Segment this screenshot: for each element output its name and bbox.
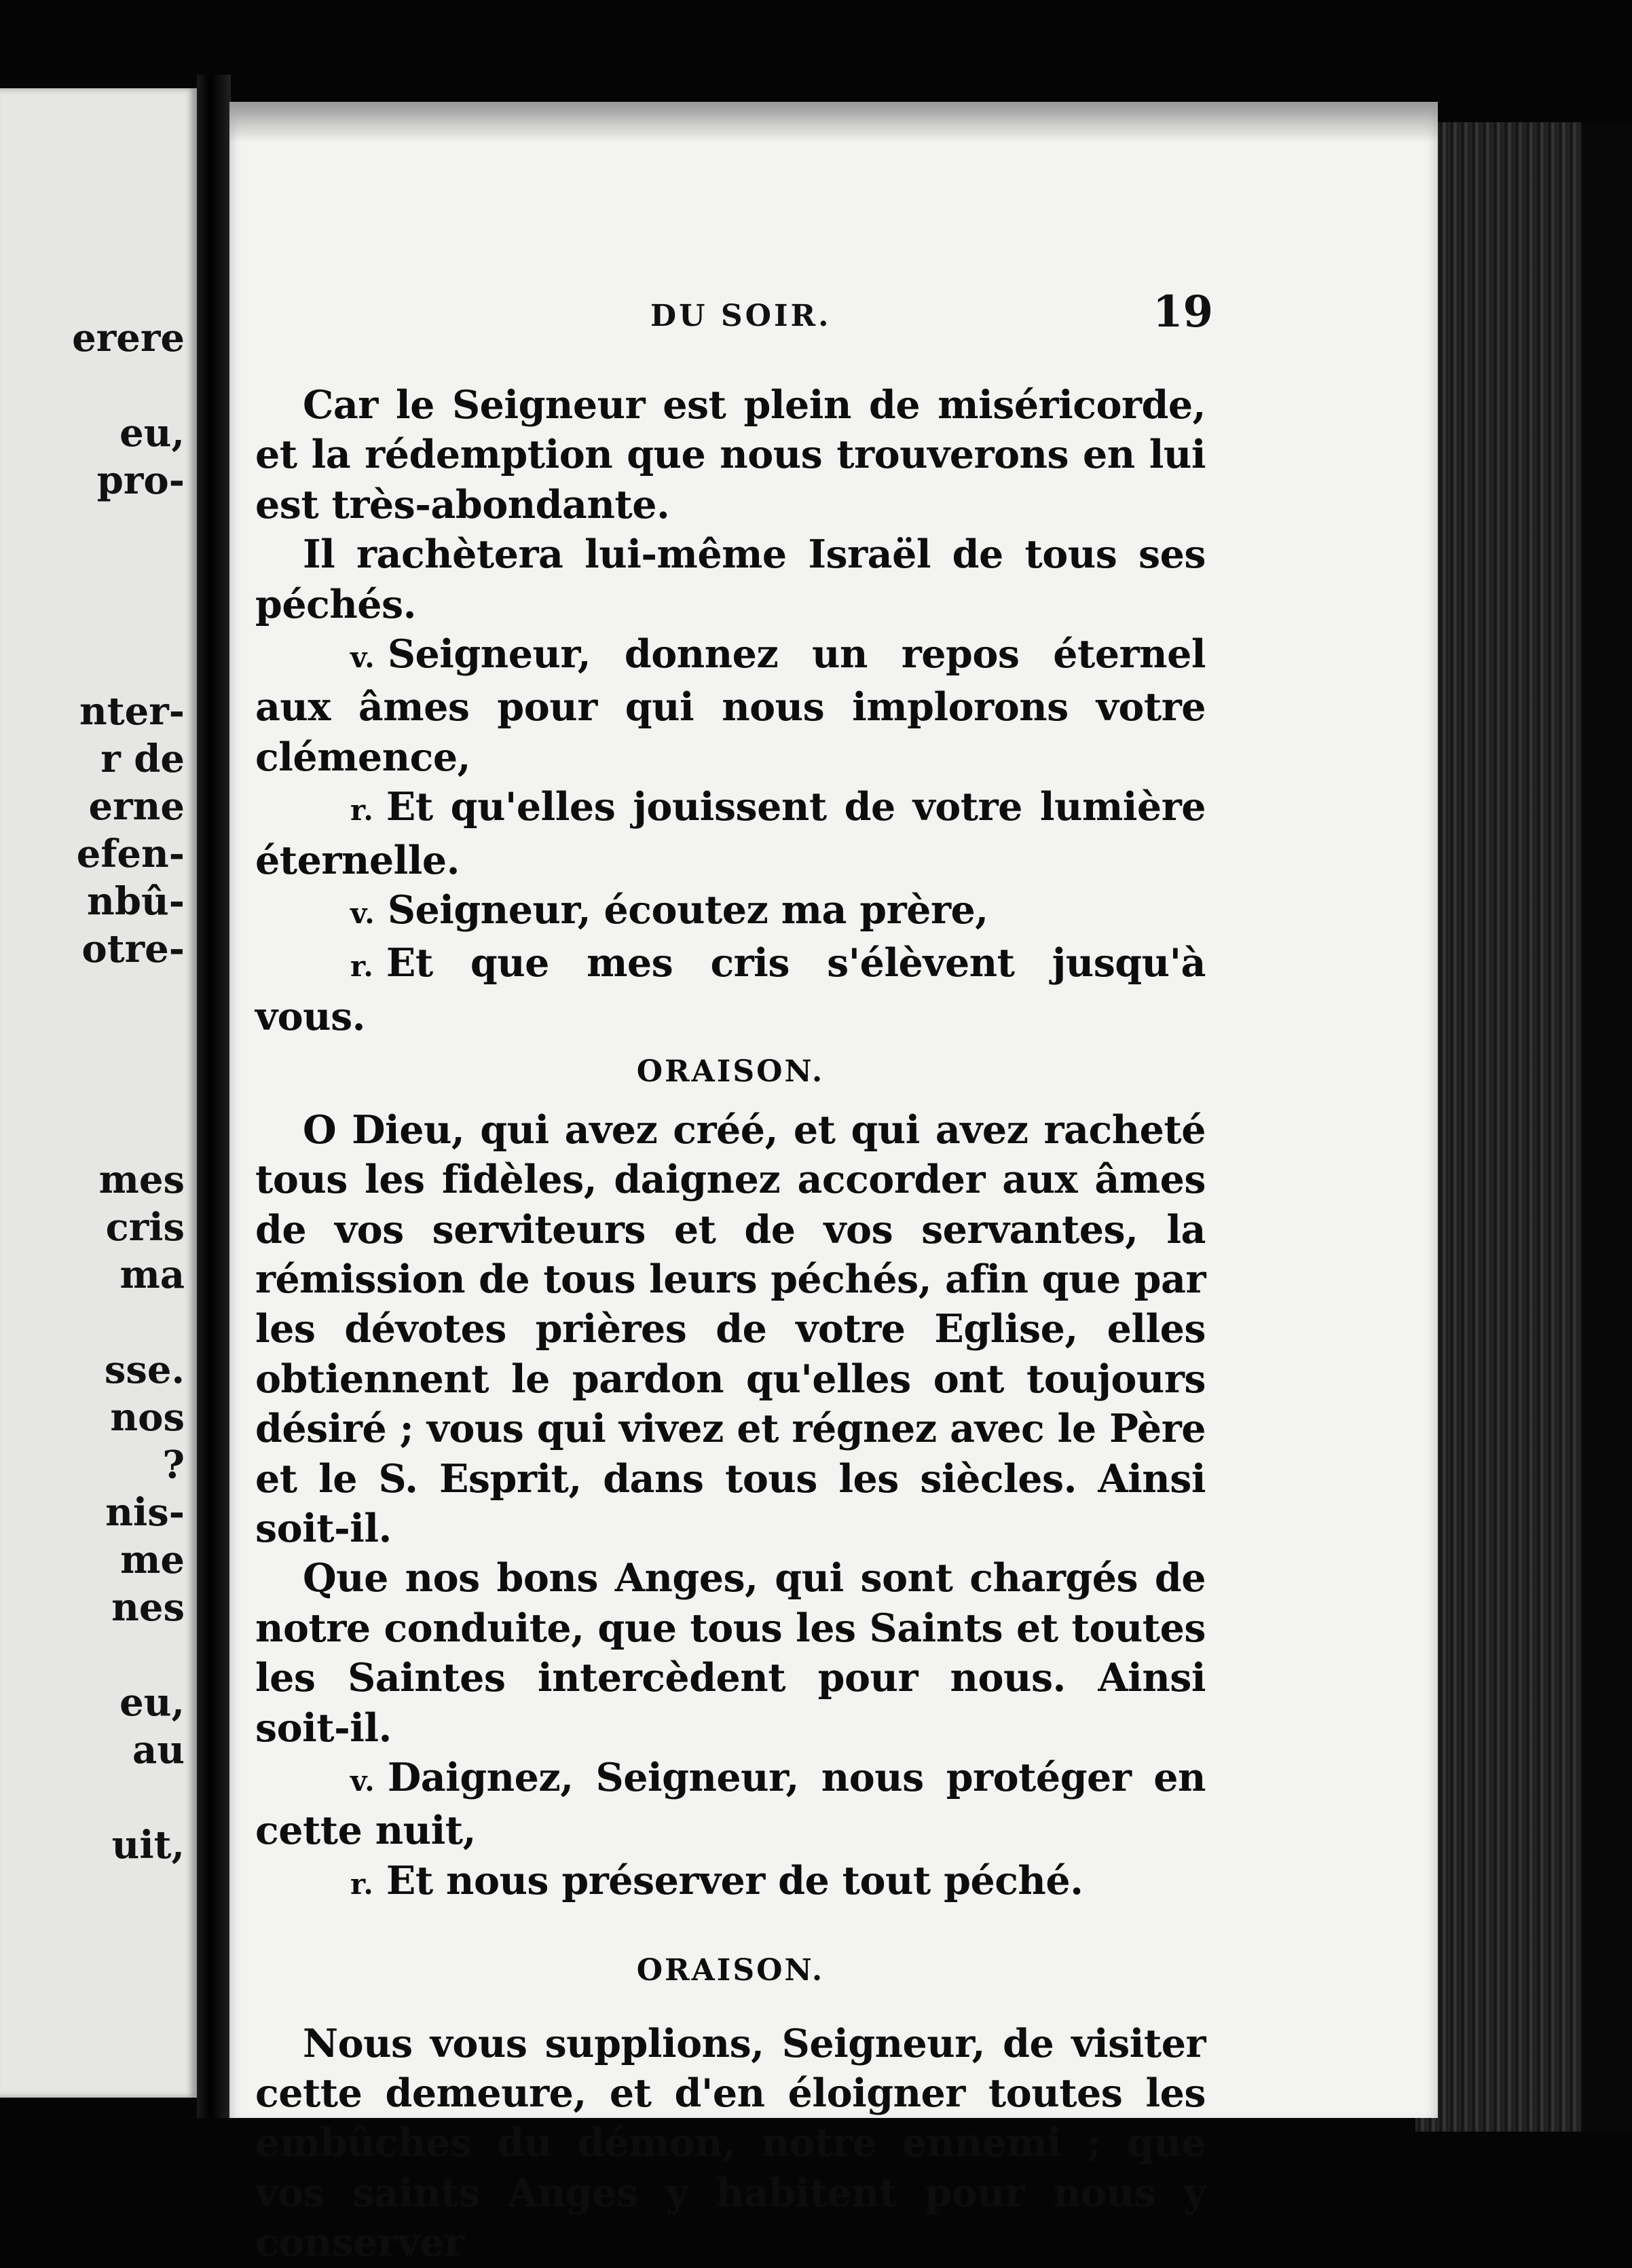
response-mark: r. (350, 1867, 374, 1901)
paragraph: Il rachètera lui-même Israël de tous ses péchés. (255, 532, 1206, 627)
running-head: DU SOIR. (650, 299, 832, 333)
left-fragment: erere (72, 316, 185, 360)
response (255, 938, 1206, 1041)
response-text: Et que mes cris s'élèvent jusqu'à vous. (255, 940, 1206, 1039)
page-number: 19 (1153, 286, 1214, 337)
versicle-text: Seigneur, écoutez ma prère, (387, 887, 988, 933)
left-page-edge (0, 88, 197, 2098)
book-shadow (1582, 122, 1632, 2132)
left-fragment: uit, (111, 1823, 185, 1867)
response (255, 782, 1206, 885)
response-text: Et qu'elles jouissent de votre lumière éternelle. (255, 784, 1206, 883)
versicle (255, 885, 1206, 938)
page-header (229, 286, 1438, 346)
section-heading: ORAISON. (636, 1953, 825, 1988)
page-body (255, 380, 1206, 2268)
left-fragment: nos (110, 1395, 185, 1440)
spacer (255, 1909, 1206, 1940)
left-fragment: nis- (105, 1490, 185, 1535)
versicle (255, 1753, 1206, 1856)
section-heading: ORAISON. (636, 1054, 825, 1090)
paragraph: Que nos bons Anges, qui sont chargés de notre conduite, que tous les Saints et toutes les Saintes intercèdent pour nous. Ainsi soit-il. (255, 1555, 1206, 1751)
versicle-mark: v. (350, 641, 375, 675)
left-fragment: nbû- (87, 879, 185, 924)
paragraph: Nous vous supplions, Seigneur, de visiter cette demeure, et d'en éloigner toutes les embûches du démon, notre ennemi ; que vos saints Anges y habitent pour nous y conserver (255, 2020, 1206, 2266)
response-mark: r. (350, 950, 374, 984)
left-fragment: eu, (119, 1680, 185, 1725)
book-page (229, 102, 1438, 2266)
page-stack-edge (1415, 122, 1585, 2132)
paragraph: O Dieu, qui avez créé, et qui avez racheté tous les fidèles, daignez accorder aux âmes de vos serviteurs et de vos servantes, la rémission de tous leurs péchés, afin que par les dévotes prières de votre Eglise, elles obtiennent le pardon qu'elles ont toujours désiré ; vous qui vivez et régnez avec le Père et le S. Esprit, dans tous les siècles. Ainsi soit-il. (255, 1107, 1206, 1551)
left-fragment: nter- (79, 689, 185, 734)
versicle-mark: v. (350, 897, 375, 931)
paragraph: Car le Seigneur est plein de miséricorde, et la rédemption que nous trouverons en lui est très-abondante. (255, 382, 1206, 527)
versicle-mark: v. (350, 1764, 375, 1798)
left-fragment: pro- (96, 458, 185, 503)
left-fragment: efen- (76, 832, 185, 876)
spacer (255, 2004, 1206, 2019)
left-fragment: erne (88, 784, 185, 829)
response (255, 1856, 1206, 1909)
left-fragment: mes (98, 1157, 185, 1202)
versicle (255, 629, 1206, 782)
versicle-text: Seigneur, donnez un repos éternel aux âmes pour qui nous implorons votre clémence, (255, 631, 1206, 780)
page-top-shadow (229, 102, 1438, 143)
response-mark: r. (350, 794, 374, 828)
left-fragment: ma (119, 1252, 185, 1297)
left-fragment: sse. (104, 1347, 185, 1392)
left-fragment: cris (105, 1205, 185, 1250)
response-text: Et nous préserver de tout péché. (386, 1857, 1083, 1903)
book-gutter (197, 75, 231, 2118)
left-fragment: r de (100, 737, 185, 781)
left-page-text (0, 88, 197, 2098)
versicle-text: Daignez, Seigneur, nous protéger en cette nuit, (255, 1754, 1206, 1854)
left-fragment: ? (162, 1443, 185, 1487)
left-fragment: nes (111, 1585, 185, 1630)
left-fragment: eu, (119, 411, 185, 456)
left-fragment: otre- (81, 927, 185, 971)
left-fragment: me (120, 1538, 185, 1582)
left-fragment: au (132, 1728, 185, 1772)
